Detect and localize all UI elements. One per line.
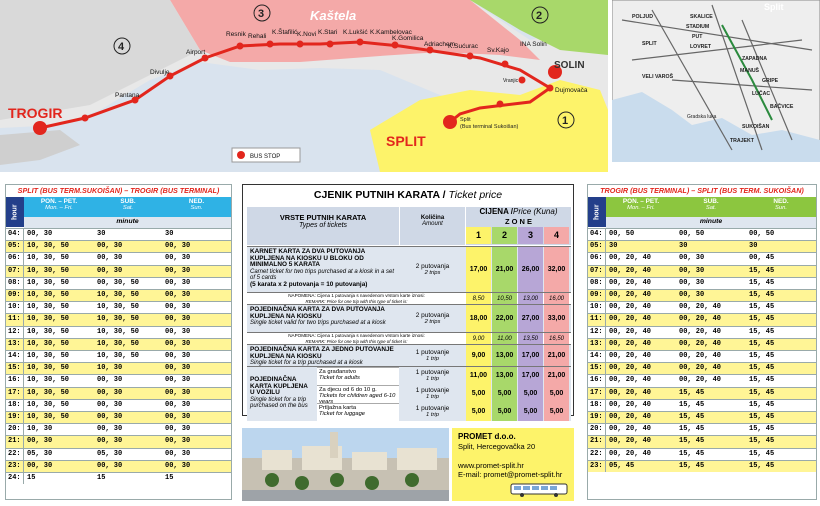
price-note: NAPOMENA: Cijena 1 putovanja s navedenom vrstom karte iznosi: REMARK: Price for one trip with this type of ticket is: xyxy=(288,293,425,304)
price-zone-2: 11,00 xyxy=(492,333,517,345)
hour-cell: 16: xyxy=(6,374,24,386)
minute-cell: 00, 30 xyxy=(162,252,231,264)
svg-text:SKALICE: SKALICE xyxy=(690,14,713,20)
price-row xyxy=(247,344,571,367)
minute-header: minute xyxy=(24,217,231,228)
minute-cell: 00, 50 xyxy=(606,228,676,240)
zone-2-header: 2 xyxy=(492,227,517,244)
qty-header: Količina Amount xyxy=(400,207,465,245)
price-zone-3: 26,00 xyxy=(518,247,543,293)
minute-cell: 00, 30 xyxy=(94,399,162,411)
minute-cell: 30 xyxy=(606,240,676,252)
minute-cell: 00, 30 xyxy=(94,411,162,423)
hour-cell: 06: xyxy=(6,252,24,264)
svg-text:TRAJEKT: TRAJEKT xyxy=(730,138,754,144)
svg-text:GRIPE: GRIPE xyxy=(762,78,779,84)
minute-cell: 00, 20, 40 xyxy=(676,326,746,338)
minute-cell: 10, 30, 50 xyxy=(24,338,94,350)
minute-cell: 00, 30 xyxy=(94,460,162,472)
price-row xyxy=(247,246,571,293)
minute-cell: 15, 45 xyxy=(746,460,816,472)
price-zone-4: 16,00 xyxy=(544,293,569,305)
hour-cell: 07: xyxy=(6,265,24,277)
hour-cell: 12: xyxy=(6,326,24,338)
minute-cell: 15, 45 xyxy=(676,423,746,435)
minute-cell: 10, 30, 50 xyxy=(94,301,162,313)
price-zone-2: 13,00 xyxy=(492,367,517,385)
minute-cell: 15, 45 xyxy=(746,313,816,325)
minute-cell: 00, 30 xyxy=(162,374,231,386)
minute-cell: 15, 45 xyxy=(746,448,816,460)
hour-cell: 10: xyxy=(588,301,606,313)
svg-text:SUKOIŠAN: SUKOIŠAN xyxy=(742,124,770,130)
minute-cell: 00, 30 xyxy=(162,313,231,325)
svg-text:Gradska luka: Gradska luka xyxy=(687,114,717,120)
price-zone-3: 13,50 xyxy=(518,333,543,345)
price-title: CJENIK PUTNIH KARATA / Ticket price xyxy=(313,189,503,201)
minute-cell: 00, 30 xyxy=(676,289,746,301)
minute-cell: 00, 30 xyxy=(162,399,231,411)
hour-cell: 07: xyxy=(588,265,606,277)
svg-text:Dujmovača: Dujmovača xyxy=(555,87,588,94)
hour-cell: 19: xyxy=(588,411,606,423)
minute-cell: 00, 20, 40 xyxy=(606,362,676,374)
svg-text:Vranjic: Vranjic xyxy=(503,78,519,84)
price-zone-1: 9,00 xyxy=(466,345,491,367)
col-header-sunday: NED. Sun. xyxy=(746,197,816,217)
minute-cell: 15, 45 xyxy=(746,301,816,313)
minute-cell: 00, 20, 40 xyxy=(606,265,676,277)
timetable-title: TROGIR (BUS TERMINAL) – SPLIT (BUS TERM. SUKOIŠAN) xyxy=(600,186,804,195)
hour-cell: 14: xyxy=(6,350,24,362)
minute-cell: 15, 45 xyxy=(746,399,816,411)
hour-cell: 06: xyxy=(588,252,606,264)
hour-cell: 04: xyxy=(588,228,606,240)
hour-cell: 18: xyxy=(588,399,606,411)
svg-text:LUČAC: LUČAC xyxy=(752,91,771,97)
svg-text:Resnik: Resnik xyxy=(226,31,246,38)
minute-cell: 00, 30 xyxy=(162,362,231,374)
minute-cell: 15, 45 xyxy=(676,411,746,423)
minute-cell: 15, 45 xyxy=(746,265,816,277)
minute-cell: 00, 30 xyxy=(162,448,231,460)
col-header-weekday: PON. – PET. Mon. – Fri. xyxy=(24,197,94,217)
minute-cell: 10, 30, 50 xyxy=(24,326,94,338)
minute-cell: 10, 30, 50 xyxy=(94,338,162,350)
minute-cell: 10, 30, 50 xyxy=(24,301,94,313)
minute-cell: 15, 45 xyxy=(676,387,746,399)
minute-cell: 10, 30, 50 xyxy=(24,374,94,386)
minute-cell: 15, 45 xyxy=(746,435,816,447)
hour-cell: 09: xyxy=(6,289,24,301)
hour-cell: 19: xyxy=(6,411,24,423)
svg-text:Rehali: Rehali xyxy=(248,33,267,40)
zone-4-header: 4 xyxy=(544,227,569,244)
price-zone-3: 17,00 xyxy=(518,367,543,385)
minute-cell: 10, 30, 50 xyxy=(94,326,162,338)
split-terminal-label: Split xyxy=(460,117,471,123)
price-row xyxy=(247,304,571,333)
svg-text:INA Solin: INA Solin xyxy=(520,41,547,48)
hour-cell: 17: xyxy=(6,387,24,399)
price-zone-4: 16,50 xyxy=(544,333,569,345)
price-header xyxy=(247,207,571,245)
svg-text:K.Kambelovac: K.Kambelovac xyxy=(370,29,412,36)
minute-cell: 00, 30 xyxy=(24,435,94,447)
minute-cell: 00, 20, 40 xyxy=(606,301,676,313)
bus-ticket-sub: Za djecu od 6 do 10 g. Tickets for children aged 6-10 xyxy=(317,385,399,403)
minute-cell: 00, 30 xyxy=(162,423,231,435)
minute-cell: 00, 30 xyxy=(94,435,162,447)
bus-ticket-desc: POJEDINAČNA KARTA KUPLJENA U VOZILU Single ticket for a trip purchased on the bus xyxy=(250,376,308,410)
hour-cell: 20: xyxy=(588,423,606,435)
minute-cell: 10, 30, 50 xyxy=(24,265,94,277)
ticket-qty: 1 putovanje 1 trip xyxy=(415,405,450,418)
price-zone-3: 17,00 xyxy=(518,345,543,367)
minute-cell: 15, 45 xyxy=(676,448,746,460)
ticket-desc: POJEDINAČNA KARTA ZA JEDNO PUTOVANJE KUPLJENA NA KIOSKU Single ticket for a trip purchased at a kiosk xyxy=(250,346,394,367)
minute-cell: 00, 30 xyxy=(24,228,94,240)
minute-cell: 10, 30 xyxy=(94,362,162,374)
col-header-saturday: SUB. Sat. xyxy=(94,197,162,217)
minute-cell: 10, 30, 50 xyxy=(94,289,162,301)
minute-cell: 00, 20, 40 xyxy=(606,411,676,423)
svg-text:Airport: Airport xyxy=(186,49,206,56)
hour-cell: 10: xyxy=(6,301,24,313)
price-zone-3: 13,00 xyxy=(518,293,543,305)
minute-cell: 00, 20, 40 xyxy=(676,350,746,362)
region-kastela: Kaštela xyxy=(310,8,357,23)
minute-cell: 10, 30, 50 xyxy=(24,362,94,374)
minute-cell: 10, 30 xyxy=(24,423,94,435)
minute-cell: 00, 45 xyxy=(746,252,816,264)
minute-cell: 00, 30 xyxy=(162,289,231,301)
minute-cell: 00, 30 xyxy=(162,326,231,338)
minute-cell: 30 xyxy=(162,228,231,240)
minute-header: minute xyxy=(606,217,816,228)
hour-cell: 20: xyxy=(6,423,24,435)
ticket-qty: 1 putovanje 1 trip xyxy=(415,349,450,362)
svg-text:MANUŠ: MANUŠ xyxy=(740,68,760,74)
minute-cell: 00, 30 xyxy=(94,265,162,277)
price-zone-4: 5,00 xyxy=(544,403,569,421)
zone-3: 3 xyxy=(258,8,265,20)
minute-cell: 00, 20, 40 xyxy=(606,387,676,399)
minute-cell: 00, 20, 40 xyxy=(676,301,746,313)
minute-cell: 10, 30, 50 xyxy=(24,411,94,423)
minute-cell: 15, 45 xyxy=(746,350,816,362)
minute-cell: 00, 30 xyxy=(162,387,231,399)
route-map xyxy=(0,0,608,172)
minute-cell: 00, 20, 40 xyxy=(606,326,676,338)
split-photo xyxy=(242,428,449,501)
minute-cell: 30 xyxy=(94,228,162,240)
minute-cell: 15, 45 xyxy=(746,362,816,374)
minute-cell: 00, 30 xyxy=(676,265,746,277)
price-zone-4: 5,00 xyxy=(544,385,569,403)
price-zone-1: 17,00 xyxy=(466,247,491,293)
hour-cell: 22: xyxy=(588,448,606,460)
svg-text:Adriachem: Adriachem xyxy=(424,41,456,48)
svg-text:Split: Split xyxy=(764,2,784,12)
ticket-qty: 1 putovanje 1 trip xyxy=(415,387,450,400)
hour-cell: 23: xyxy=(588,460,606,472)
minute-cell: 15, 45 xyxy=(746,387,816,399)
hour-cell: 16: xyxy=(588,374,606,386)
hour-cell: 14: xyxy=(588,350,606,362)
minute-cell: 10, 30, 50 xyxy=(24,387,94,399)
minute-cell: 15 xyxy=(24,472,94,484)
timetable-trogir-split xyxy=(587,184,817,500)
hour-cell: 21: xyxy=(588,435,606,447)
minute-cell: 05, 30 xyxy=(94,448,162,460)
price-zone-1: 9,00 xyxy=(466,333,491,345)
minute-cell: 10, 30, 50 xyxy=(24,399,94,411)
legend-bus-stop: BUS STOP xyxy=(250,154,281,160)
price-table xyxy=(242,184,574,416)
ticket-qty: 2 putovanja 2 trips xyxy=(415,263,450,276)
minute-cell: 00, 20, 40 xyxy=(606,289,676,301)
price-zone-2: 5,00 xyxy=(492,403,517,421)
minute-cell: 00, 20, 40 xyxy=(606,338,676,350)
hour-header: hour xyxy=(6,197,24,227)
minute-cell: 00, 50 xyxy=(676,228,746,240)
col-header-weekday: PON. – PET. Mon. – Fri. xyxy=(606,197,676,217)
minute-cell: 15, 45 xyxy=(746,423,816,435)
minute-cell: 00, 20, 40 xyxy=(606,374,676,386)
minute-cell: 15, 45 xyxy=(746,338,816,350)
hour-cell: 08: xyxy=(6,277,24,289)
minute-cell: 05, 45 xyxy=(606,460,676,472)
minute-cell: 00, 20, 40 xyxy=(676,313,746,325)
minute-cell: 15, 45 xyxy=(746,277,816,289)
minute-cell: 15 xyxy=(94,472,162,484)
minute-cell: 10, 30, 50 xyxy=(24,350,94,362)
svg-text:SPLIT: SPLIT xyxy=(642,41,657,47)
price-zone-4: 21,00 xyxy=(544,345,569,367)
price-note: NAPOMENA: Cijena 1 putovanja s navedenom vrstom karte iznosi: REMARK: Price for one trip with this type of ticket is: xyxy=(288,333,425,344)
zone-1-header: 1 xyxy=(466,227,491,244)
minute-cell: 00, 30 xyxy=(162,240,231,252)
minute-cell: 00, 30 xyxy=(94,374,162,386)
hour-cell: 17: xyxy=(588,387,606,399)
hour-cell: 23: xyxy=(6,460,24,472)
city-solin: SOLIN xyxy=(554,60,585,71)
svg-text:Divulje: Divulje xyxy=(150,69,170,76)
ticket-qty: 2 putovanja 2 trips xyxy=(415,312,450,325)
svg-text:STADIUM: STADIUM xyxy=(686,24,710,30)
price-zone-3: 5,00 xyxy=(518,403,543,421)
city-trogir: TROGIR xyxy=(8,105,63,121)
minute-cell: 00, 30 xyxy=(94,240,162,252)
svg-text:ZAPADNA: ZAPADNA xyxy=(742,56,767,62)
hour-cell: 12: xyxy=(588,326,606,338)
hour-cell: 24: xyxy=(6,472,24,484)
price-zone-3: 27,00 xyxy=(518,305,543,333)
company-web[interactable]: www.promet-split.hr xyxy=(458,460,524,470)
hour-cell: 05: xyxy=(588,240,606,252)
price-zone-header: CIJENA /Price (Kuna) Z O N E 1 2 3 4 xyxy=(466,207,571,245)
minute-cell: 10, 30, 50 xyxy=(94,313,162,325)
hour-cell: 11: xyxy=(588,313,606,325)
city-split: SPLIT xyxy=(386,133,426,149)
col-header-saturday: SUB. Sat. xyxy=(676,197,746,217)
timetable-split-trogir xyxy=(5,184,232,500)
hour-cell: 08: xyxy=(588,277,606,289)
company-name: PROMET d.o.o. xyxy=(458,432,516,441)
price-zone-1: 8,50 xyxy=(466,293,491,305)
minute-cell: 10, 30, 50 xyxy=(94,350,162,362)
hour-cell: 21: xyxy=(6,435,24,447)
minute-cell: 00, 30 xyxy=(676,277,746,289)
ticket-desc: POJEDINAČNA KARTA ZA DVA PUTOVANJA KUPLJENA NA KIOSKU Single ticket valid for two trips purchased at a kiosk xyxy=(250,306,386,327)
bus-ticket-sub: Za građanstvo Ticket for adults xyxy=(317,367,399,385)
minute-cell: 10, 30, 50 xyxy=(24,277,94,289)
zone-1: 1 xyxy=(562,115,569,127)
ticket-qty: 1 putovanje 1 trip xyxy=(415,369,450,382)
minute-cell: 00, 20, 40 xyxy=(606,423,676,435)
price-zone-3: 5,00 xyxy=(518,385,543,403)
svg-text:VELI VAROŠ: VELI VAROŠ xyxy=(642,74,674,80)
bus-icon xyxy=(510,482,570,498)
hour-cell: 18: xyxy=(6,399,24,411)
svg-text:K.Gomilica: K.Gomilica xyxy=(392,35,424,42)
svg-text:K.Stari: K.Stari xyxy=(318,29,338,36)
minute-cell: 00, 50 xyxy=(746,228,816,240)
hour-cell: 13: xyxy=(6,338,24,350)
hour-cell: 22: xyxy=(6,448,24,460)
price-zone-1: 5,00 xyxy=(466,385,491,403)
price-zone-4: 21,00 xyxy=(544,367,569,385)
timetable-title: SPLIT (BUS TERM.SUKOIŠAN) – TROGIR (BUS TERMINAL) xyxy=(17,186,220,195)
company-email[interactable]: E-mail: promet@promet-split.hr xyxy=(458,470,563,479)
types-header: VRSTE PUTNIH KARATA Types of tickets xyxy=(247,207,399,245)
svg-text:Pantana: Pantana xyxy=(115,92,140,99)
zone-3-header: 3 xyxy=(518,227,543,244)
minute-cell: 00, 20, 40 xyxy=(606,350,676,362)
price-zone-2: 13,00 xyxy=(492,345,517,367)
ticket-desc: KARNET KARTA ZA DVA PUTOVANJA KUPLJENA NA KIOSKU U BLOKU OD MINIMALNO 5 KARATA Carnet ticket for two trips purchased at a kiosk in a set of 5 cards (5 karata x 2 putovanja = 10 putovanja) xyxy=(250,248,395,288)
minute-cell: 00, 20, 40 xyxy=(606,277,676,289)
minute-cell: 00, 30 xyxy=(676,252,746,264)
svg-text:K.Sućurac: K.Sućurac xyxy=(448,43,478,50)
minute-cell: 15, 45 xyxy=(676,435,746,447)
svg-text:K.Lukšić: K.Lukšić xyxy=(343,29,368,36)
hour-header: hour xyxy=(588,197,606,227)
svg-text:POLJUD: POLJUD xyxy=(632,14,654,20)
svg-text:LOVRET: LOVRET xyxy=(690,44,712,50)
minute-cell: 00, 30 xyxy=(94,387,162,399)
hour-cell: 04: xyxy=(6,228,24,240)
company-address: Split, Hercegovačka 20 xyxy=(458,441,536,451)
minute-cell: 00, 20, 40 xyxy=(676,374,746,386)
minute-cell: 05, 30 xyxy=(24,448,94,460)
minute-cell: 00, 20, 40 xyxy=(676,338,746,350)
price-zone-2: 5,00 xyxy=(492,385,517,403)
minute-cell: 00, 20, 40 xyxy=(606,435,676,447)
minute-cell: 00, 30 xyxy=(162,435,231,447)
minute-cell: 00, 20, 40 xyxy=(606,252,676,264)
minute-cell: 10, 30, 50 xyxy=(24,240,94,252)
minute-cell: 00, 20, 40 xyxy=(606,399,676,411)
price-zone-2: 22,00 xyxy=(492,305,517,333)
bus-ticket-sub: Prtljažna karta Ticket for luggage xyxy=(317,403,399,421)
company-info xyxy=(452,428,574,501)
minute-cell: 00, 30 xyxy=(94,423,162,435)
minute-cell: 10, 30, 50 xyxy=(24,313,94,325)
zone-2: 2 xyxy=(536,10,543,22)
hour-cell: 05: xyxy=(6,240,24,252)
minute-cell: 00, 30 xyxy=(24,460,94,472)
minute-cell: 00, 30 xyxy=(162,338,231,350)
minute-cell: 15, 45 xyxy=(676,399,746,411)
minute-cell: 00, 20, 40 xyxy=(606,313,676,325)
minute-cell: 00, 20, 40 xyxy=(676,362,746,374)
split-terminal-label-2: (Bus terminal Sukoišan) xyxy=(460,124,519,130)
price-zone-4: 33,00 xyxy=(544,305,569,333)
svg-text:BAČVICE: BAČVICE xyxy=(770,104,794,110)
svg-text:K.Štafilić: K.Štafilić xyxy=(272,29,298,36)
minute-cell: 00, 30 xyxy=(162,265,231,277)
minute-cell: 15, 45 xyxy=(746,411,816,423)
col-header-sunday: NED. Sun. xyxy=(162,197,231,217)
zone-4: 4 xyxy=(118,41,125,53)
minute-cell: 00, 30 xyxy=(162,301,231,313)
minute-cell: 10, 30, 50 xyxy=(24,252,94,264)
price-zone-2: 21,00 xyxy=(492,247,517,293)
minute-cell: 15, 45 xyxy=(676,460,746,472)
city-map xyxy=(612,0,820,162)
minute-cell: 00, 30 xyxy=(162,460,231,472)
minute-cell: 00, 20, 40 xyxy=(606,448,676,460)
price-zone-2: 10,50 xyxy=(492,293,517,305)
minute-cell: 15, 45 xyxy=(746,289,816,301)
svg-text:K.Novi: K.Novi xyxy=(297,31,317,38)
price-zone-1: 5,00 xyxy=(466,403,491,421)
minute-cell: 15, 45 xyxy=(746,374,816,386)
price-zone-1: 11,00 xyxy=(466,367,491,385)
minute-cell: 00, 30 xyxy=(94,252,162,264)
minute-cell: 15, 45 xyxy=(746,326,816,338)
hour-cell: 09: xyxy=(588,289,606,301)
hour-cell: 15: xyxy=(588,362,606,374)
hour-cell: 13: xyxy=(588,338,606,350)
minute-cell: 10, 30, 50 xyxy=(24,289,94,301)
hour-cell: 11: xyxy=(6,313,24,325)
minute-cell: 30 xyxy=(676,240,746,252)
svg-text:PUT: PUT xyxy=(692,34,703,40)
minute-cell: 30 xyxy=(746,240,816,252)
minute-cell: 15 xyxy=(162,472,231,484)
svg-text:Sv.Kajo: Sv.Kajo xyxy=(487,47,509,54)
minute-cell: 00, 30, 50 xyxy=(94,277,162,289)
price-zone-4: 32,00 xyxy=(544,247,569,293)
bus-ticket-block xyxy=(247,366,571,421)
hour-cell: 15: xyxy=(6,362,24,374)
price-zone-1: 18,00 xyxy=(466,305,491,333)
minute-cell: 00, 30 xyxy=(162,350,231,362)
minute-cell: 00, 30 xyxy=(162,411,231,423)
minute-cell: 00, 30 xyxy=(162,277,231,289)
